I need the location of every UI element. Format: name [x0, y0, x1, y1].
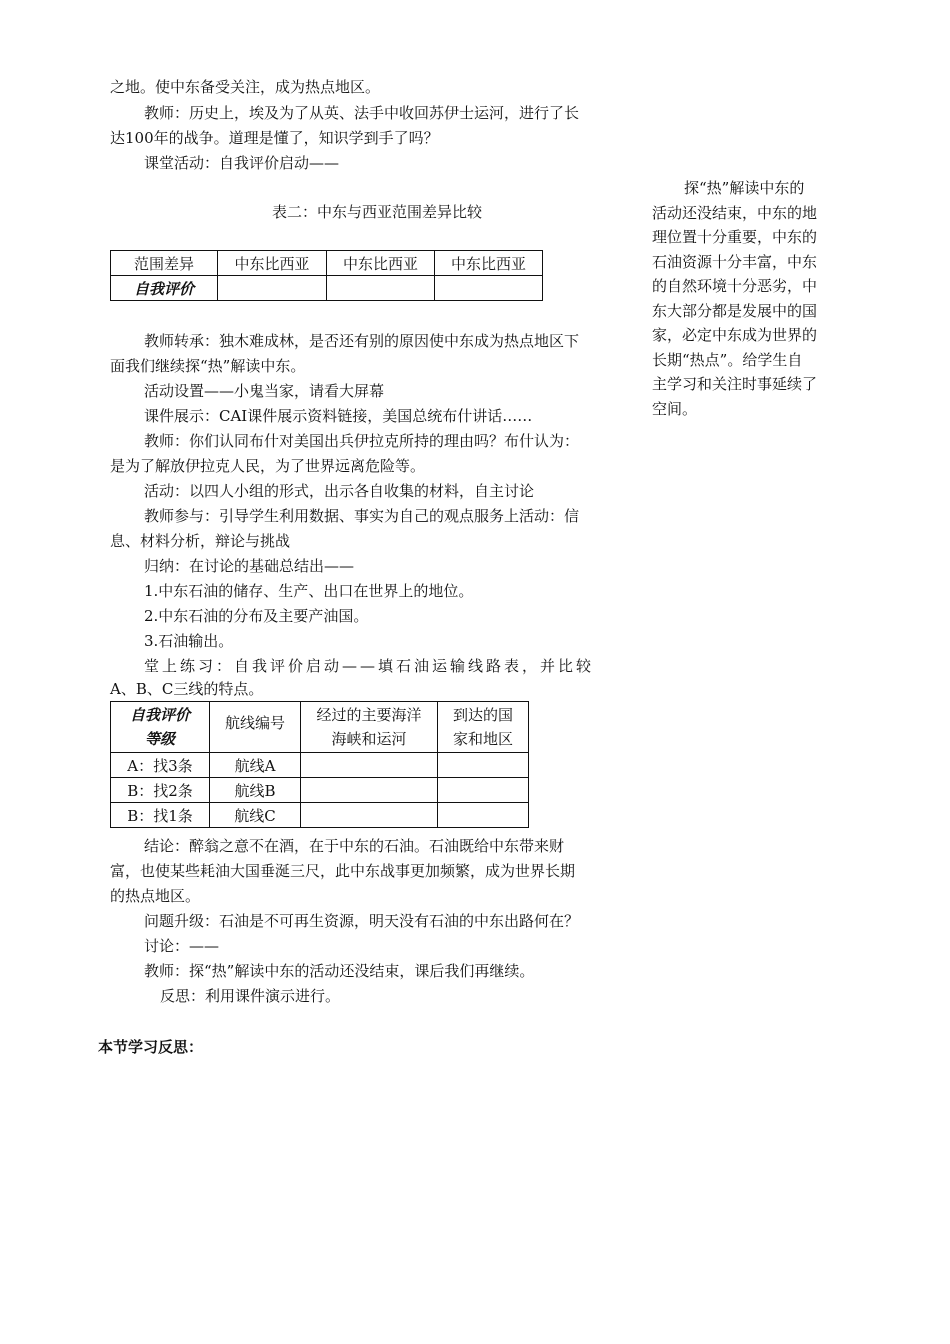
- text-line: 结论：醉翁之意不在酒，在于中东的石油。石油既给中东带来财: [144, 837, 565, 855]
- table-cell: B：找2条: [111, 778, 210, 803]
- table-cell: 航线B: [210, 778, 301, 803]
- text-line: 反思：利用课件演示进行。: [160, 987, 341, 1005]
- text-line: 教师参与：引导学生利用数据、事实为自己的观点服务上活动：信: [144, 507, 580, 525]
- table-header-cell: 范围差异: [111, 251, 218, 276]
- side-note: [652, 176, 842, 421]
- text-line: 的热点地区。: [110, 887, 201, 905]
- table-cell: [301, 778, 438, 803]
- side-note-line: 石油资源十分丰富，中东: [652, 252, 818, 271]
- table-row: [111, 753, 529, 778]
- side-note-line: 家，必定中东成为世界的: [652, 326, 818, 344]
- text-line: 教师转承：独木难成林，是否还有别的原因使中东成为热点地区下: [144, 332, 580, 350]
- table-header-cell: 航线编号: [210, 702, 301, 753]
- table-row: [111, 803, 529, 828]
- table-cell: A：找3条: [111, 753, 210, 778]
- text-line: 息、材料分析，辩论与挑战: [110, 532, 291, 550]
- table-header-cell: 经过的主要海洋 海峡和运河: [301, 702, 438, 753]
- table-header-cell: 到达的国 家和地区: [438, 702, 529, 753]
- side-note-line: 主学习和关注时事延续了: [652, 375, 818, 393]
- side-note-line: 空间。: [652, 399, 698, 418]
- side-note-line: 活动还没结束，中东的地: [652, 203, 818, 222]
- table-row-label: 自我评价: [111, 276, 218, 301]
- table-header-cell: 中东比西亚: [218, 251, 327, 276]
- text-line: 面我们继续探“热”解读中东。: [110, 357, 306, 375]
- text-line: 活动：以四人小组的形式，出示各自收集的材料，自主讨论: [144, 482, 535, 500]
- text-line: 富，也使某些耗油大国垂涎三尺，此中东战事更加频繁，成为世界长期: [110, 862, 576, 880]
- text-line: 1.中东石油的储存、生产、出口在世界上的地位。: [144, 582, 474, 600]
- side-note-line: 长期“热点”。给学生自: [652, 350, 803, 369]
- text-line: 2.中东石油的分布及主要产油国。: [144, 607, 369, 625]
- table-cell: [327, 276, 435, 301]
- table-header-cell: 中东比西亚: [327, 251, 435, 276]
- table-cell: [218, 276, 327, 301]
- table-cell: 航线A: [210, 753, 301, 778]
- table-cell: [438, 753, 529, 778]
- table-cell: B：找1条: [111, 803, 210, 828]
- text-line: 讨论：——: [144, 937, 220, 955]
- side-note-line: 的自然环境十分恶劣，中: [652, 277, 818, 295]
- range-comparison-table: [110, 250, 543, 301]
- side-note-line: 探“热”解读中东的: [684, 179, 805, 197]
- text-line: 之地。使中东备受关注，成为热点地区。: [110, 78, 381, 96]
- text-line: 归纳：在讨论的基础总结出——: [144, 557, 355, 575]
- text-line: 课件展示：CAI课件展示资料链接，美国总统布什讲话……: [144, 407, 533, 425]
- text-line: 教师：你们认同布什对美国出兵伊拉克所持的理由吗？布什认为：: [144, 432, 580, 450]
- text-line: 是为了解放伊拉克人民，为了世界远离危险等。: [110, 457, 426, 475]
- table-cell: [301, 803, 438, 828]
- text-line: 堂上练习：自我评价启动——填石油运输线路表，并比较: [144, 657, 595, 675]
- section-heading: 本节学习反思：: [98, 1038, 204, 1056]
- side-note-line: 理位置十分重要，中东的: [652, 228, 818, 246]
- text-line: 3.石油输出。: [144, 632, 234, 650]
- table-cell: [435, 276, 543, 301]
- table-cell: [301, 753, 438, 778]
- table-caption: 表二：中东与西亚范围差异比较: [272, 203, 483, 221]
- table-row: [111, 778, 529, 803]
- text-line: 教师：探“热”解读中东的活动还没结束，课后我们再继续。: [144, 962, 535, 980]
- text-line: 教师：历史上，埃及为了从英、法手中收回苏伊士运河，进行了长: [144, 104, 580, 122]
- table-cell: 航线C: [210, 803, 301, 828]
- oil-route-table: [110, 701, 529, 828]
- side-note-line: 东大部分都是发展中的国: [652, 301, 818, 320]
- text-line: 问题升级：石油是不可再生资源，明天没有石油的中东出路何在？: [144, 912, 580, 930]
- text-line: 达100年的战争。道理是懂了，知识学到手了吗？: [110, 129, 439, 147]
- table-cell: [438, 778, 529, 803]
- table-header-cell: 自我评价 等级: [111, 702, 210, 753]
- table-cell: [438, 803, 529, 828]
- text-line: 课堂活动：自我评价启动——: [144, 154, 340, 172]
- text-line: A、B、C三线的特点。: [110, 680, 264, 698]
- table-header-cell: 中东比西亚: [435, 251, 543, 276]
- text-line: 活动设置——小鬼当家，请看大屏幕: [144, 382, 385, 400]
